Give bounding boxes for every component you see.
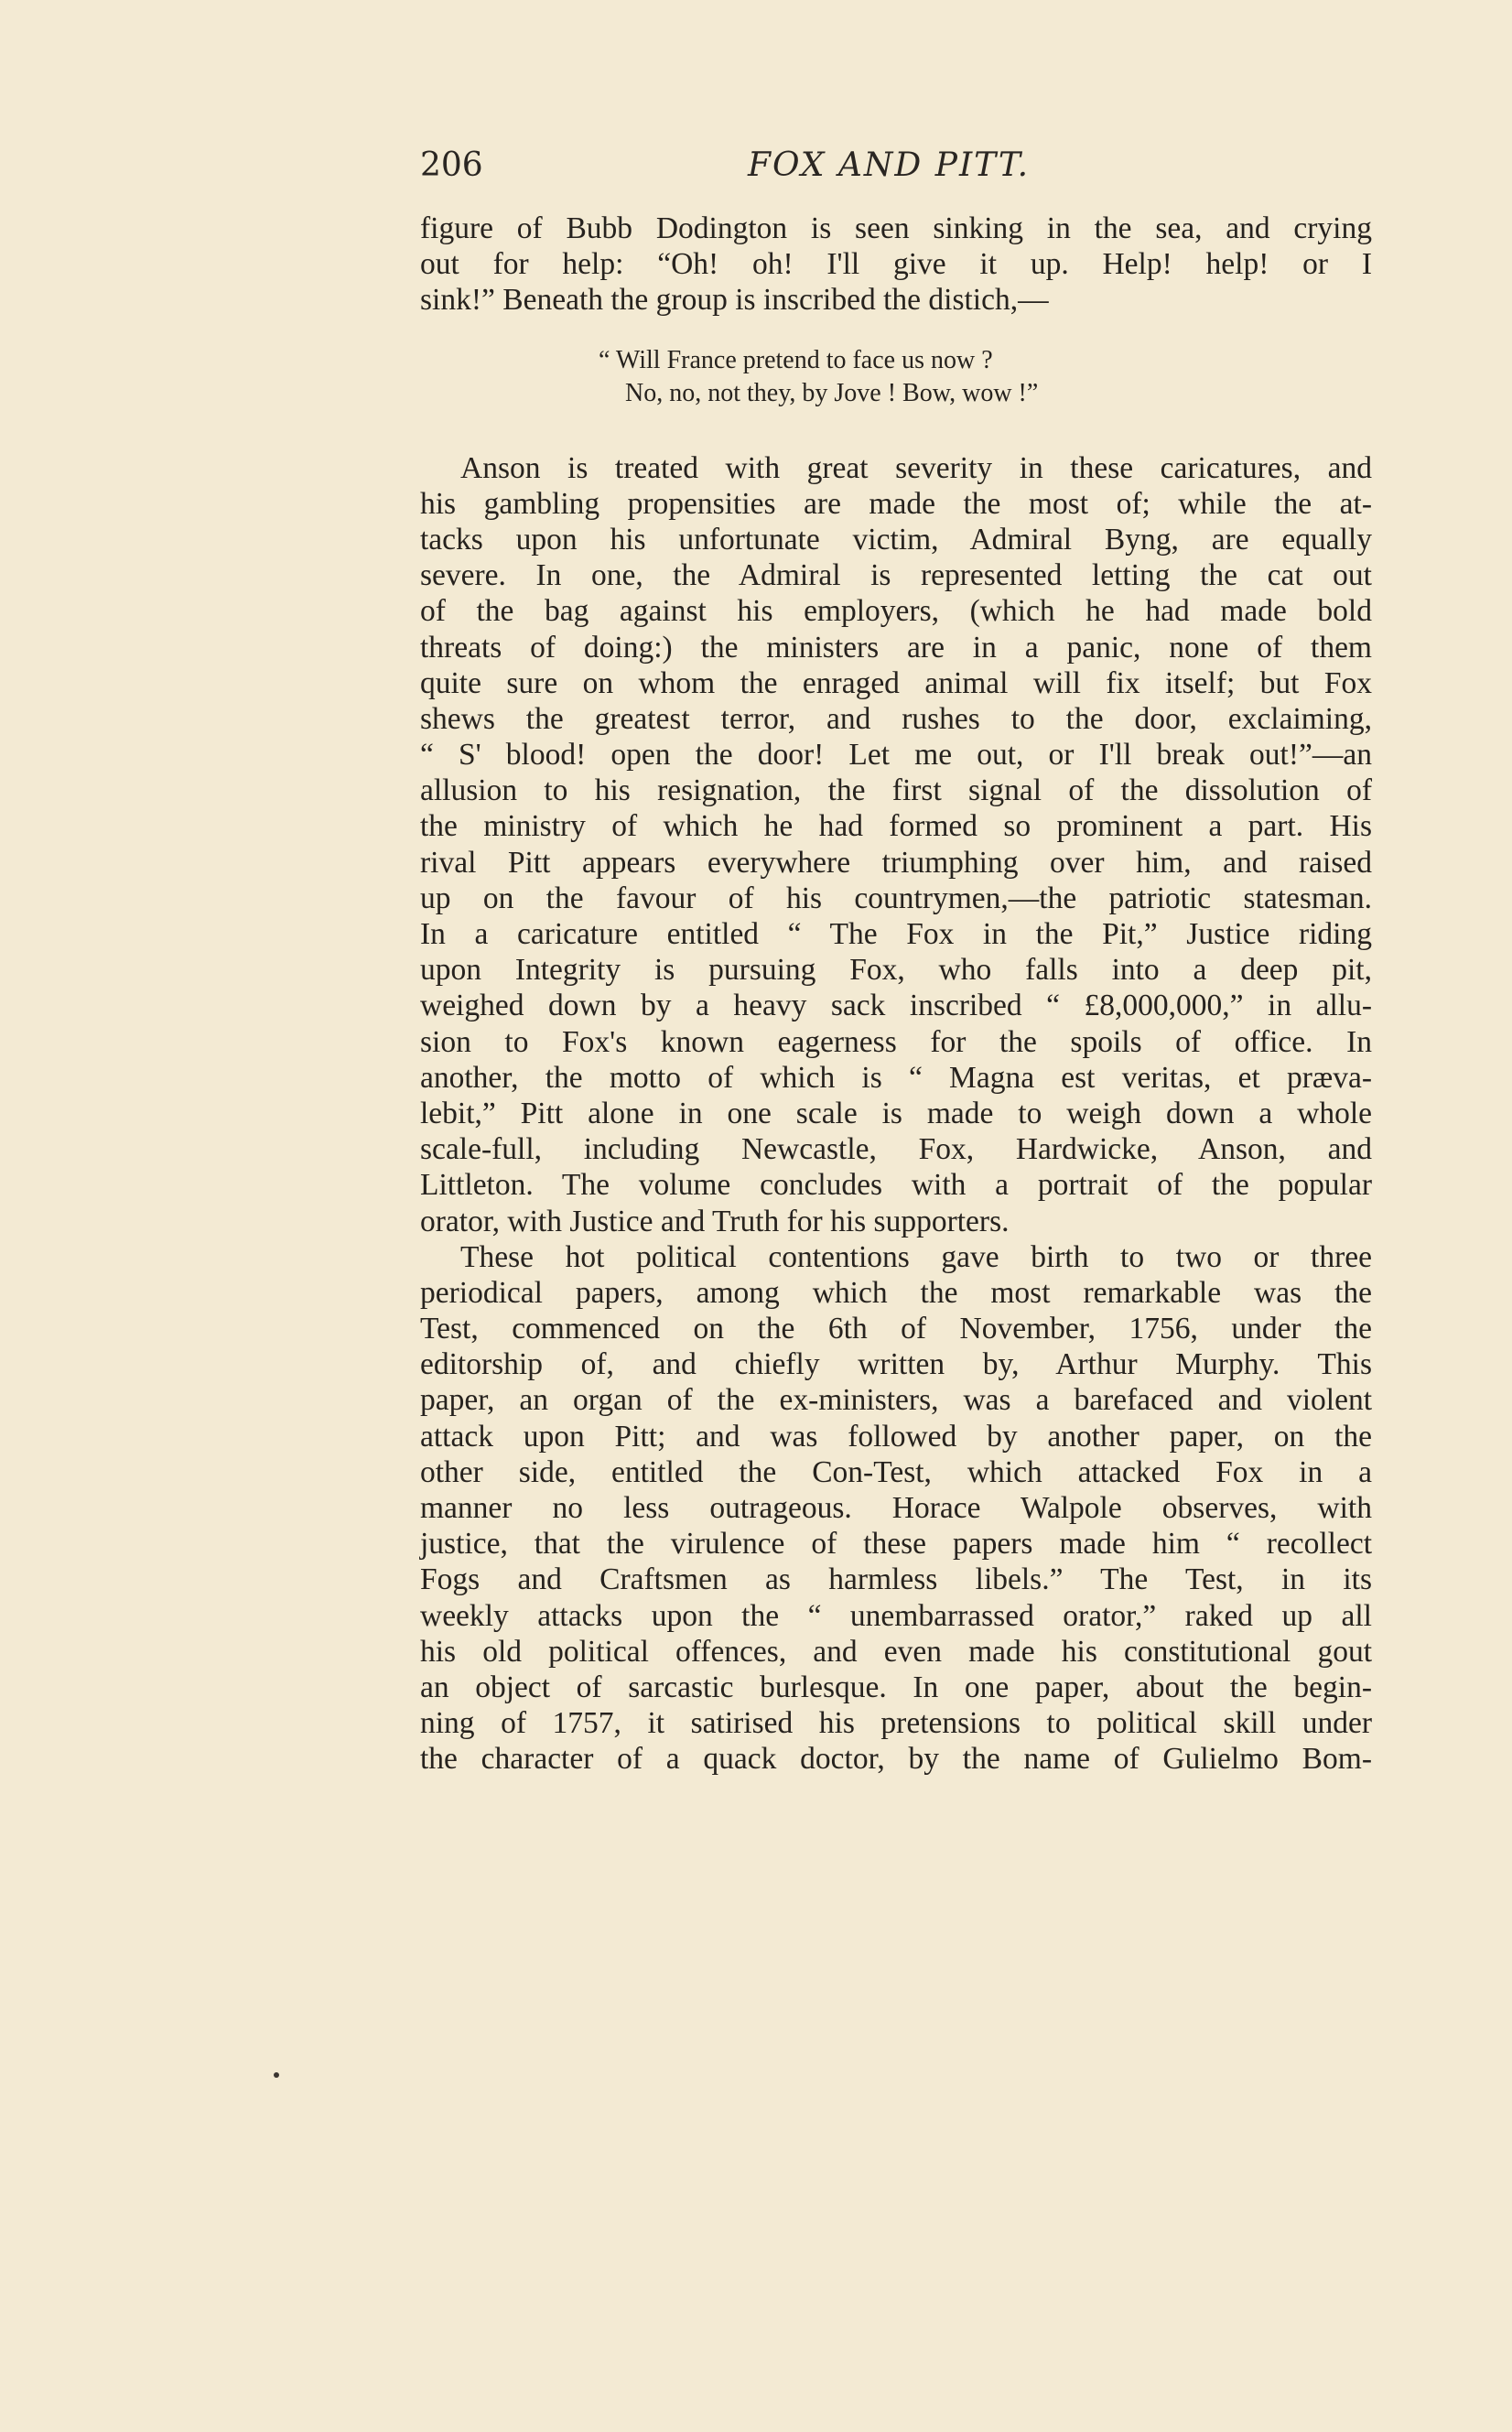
distich <box>420 344 1372 410</box>
text-line: upon Integrity is pursuing Fox, who falls into a deep pit, <box>420 953 1372 988</box>
text-line: These hot political contentions gave birth to two or three <box>460 1239 1372 1274</box>
text-line: his gambling propensities are made the most of; while the at- <box>420 486 1372 521</box>
text-line: severe. In one, the Admiral is represented letting the cat out <box>420 558 1372 593</box>
text-line: quite sure on whom the enraged animal will fix itself; but Fox <box>420 665 1372 700</box>
text-line: ning of 1757, it satirised his pretensions to political skill under <box>420 1706 1372 1741</box>
text-line: the ministry of which he had formed so prominent a part. His <box>420 809 1372 844</box>
paragraph-2 <box>420 450 1372 1239</box>
text-line: “ S' blood! open the door! Let me out, or I'll break out!”—an <box>420 738 1372 773</box>
paragraph-3 <box>420 1239 1372 1778</box>
text-line: Littleton. The volume concludes with a portrait of the popular <box>420 1168 1372 1203</box>
text-line: rival Pitt appears everywhere triumphing over him, and raised <box>420 845 1372 880</box>
verse-line: No, no, not they, by Jove ! Bow, wow !” <box>625 378 1039 407</box>
text-line: shews the greatest terror, and rushes to the door, exclaiming, <box>420 701 1372 736</box>
text-line: an object of sarcastic burlesque. In one paper, about the begin- <box>420 1670 1372 1704</box>
body-text <box>420 211 1372 1778</box>
text-line: Test, commenced on the 6th of November, 1756, under the <box>420 1312 1372 1346</box>
text-line: weighed down by a heavy sack inscribed “ £8,000,000,” in allu- <box>420 989 1372 1023</box>
running-head: FOX AND PITT. <box>748 146 1031 184</box>
text-line: tacks upon his unfortunate victim, Admiral Byng, are equally <box>420 522 1372 557</box>
text-line: up on the favour of his countrymen,—the patriotic statesman. <box>420 881 1372 915</box>
text-line: his old political offences, and even made his constitutional gout <box>420 1634 1372 1669</box>
text-line: Fogs and Craftsmen as harmless libels.” The Test, in its <box>420 1562 1372 1597</box>
text-line: Anson is treated with great severity in these caricatures, and <box>460 450 1372 485</box>
text-line: orator, with Justice and Truth for his supporters. <box>420 1204 1010 1238</box>
page-number: 206 <box>420 146 483 184</box>
text-line: editorship of, and chiefly written by, Arthur Murphy. This <box>420 1347 1372 1382</box>
text-line: weekly attacks upon the “ unembarrassed orator,” raked up all <box>420 1598 1372 1633</box>
ink-speck <box>274 2072 279 2078</box>
text-line: threats of doing:) the ministers are in a panic, none of them <box>420 630 1372 665</box>
text-line: periodical papers, among which the most remarkable was the <box>420 1275 1372 1310</box>
text-line: allusion to his resignation, the first signal of the dissolution of <box>420 773 1372 808</box>
text-line: manner no less outrageous. Horace Walpole observes, with <box>420 1491 1372 1525</box>
text-line: lebit,” Pitt alone in one scale is made to weigh down a whole <box>420 1096 1372 1130</box>
text-line: paper, an organ of the ex-ministers, was a barefaced and violent <box>420 1383 1372 1418</box>
text-line: sink!” Beneath the group is inscribed the distich,— <box>420 283 1049 318</box>
paragraph-1 <box>420 211 1372 319</box>
text-line: other side, entitled the Con-Test, which attacked Fox in a <box>420 1454 1372 1489</box>
page-header <box>420 146 1372 192</box>
text-line: the character of a quack doctor, by the name of Gulielmo Bom- <box>420 1742 1372 1777</box>
verse-line: “ Will France pretend to face us now ? <box>599 345 993 374</box>
text-line: scale-full, including Newcastle, Fox, Hardwicke, Anson, and <box>420 1132 1372 1167</box>
text-line: justice, that the virulence of these papers made him “ recollect <box>420 1527 1372 1562</box>
text-line: out for help: “Oh! oh! I'll give it up. Help! help! or I <box>420 247 1372 282</box>
text-line: of the bag against his employers, (which he had made bold <box>420 594 1372 629</box>
text-line: In a caricature entitled “ The Fox in the Pit,” Justice riding <box>420 917 1372 951</box>
text-line: another, the motto of which is “ Magna est veritas, et præva- <box>420 1060 1372 1095</box>
text-line: attack upon Pitt; and was followed by another paper, on the <box>420 1419 1372 1454</box>
text-line: figure of Bubb Dodington is seen sinking in the sea, and crying <box>420 211 1372 245</box>
text-line: sion to Fox's known eagerness for the spoils of office. In <box>420 1024 1372 1059</box>
